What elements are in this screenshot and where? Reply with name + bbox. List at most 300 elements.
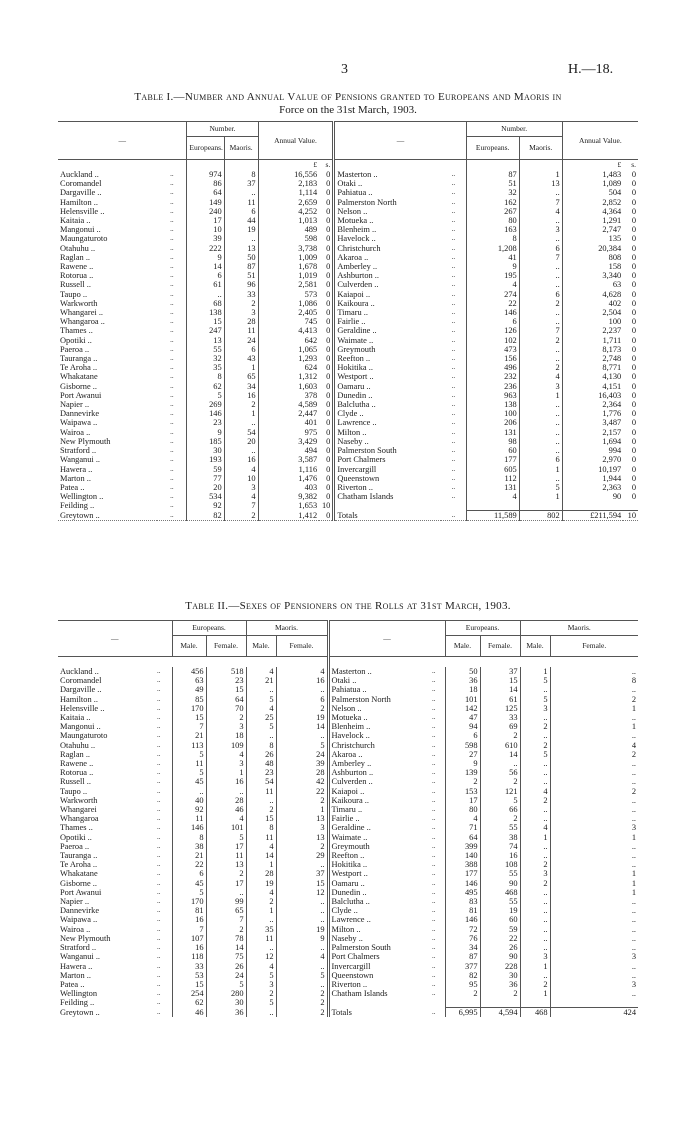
t2-header-male-maori-right: Male.: [520, 636, 550, 657]
value-col-1: 17: [445, 796, 480, 805]
t2-header-male: Male.: [172, 636, 206, 657]
leader-dots: ..: [432, 722, 436, 731]
column-header-europeans: Europeans.: [187, 137, 224, 160]
table-row: [58, 989, 638, 998]
value-col-1: 170: [172, 897, 206, 906]
value-col-4: 0: [631, 492, 636, 502]
value-col-2: 4: [206, 814, 246, 823]
value-col-2: ..: [519, 345, 562, 354]
table-row: [58, 943, 638, 952]
value-col-3: 4,252: [258, 207, 319, 216]
value-col-2: 2: [519, 299, 562, 308]
leader-dots: ..: [451, 225, 456, 234]
leader-dots: ..: [451, 464, 456, 473]
value-col-4: 0: [326, 188, 331, 198]
value-col-2: ..: [224, 446, 258, 455]
value-col-2: 55: [480, 897, 520, 906]
table-row: [58, 823, 638, 832]
leader-dots: ..: [170, 381, 174, 390]
value-col-1: 80: [466, 216, 519, 225]
table-row: [58, 483, 638, 492]
value-col-2: 56: [480, 768, 520, 777]
value-col-3: 28: [246, 869, 276, 878]
value-col-3: 4: [246, 704, 276, 713]
value-col-3: 2: [246, 897, 276, 906]
place-name: Russell ..: [60, 280, 91, 290]
value-col-4: 0: [326, 492, 331, 502]
value-col-4: ..: [550, 989, 638, 998]
value-col-1: 131: [466, 483, 519, 492]
column-header-maoris-right: Maoris.: [519, 137, 562, 160]
value-col-4: 0: [631, 271, 636, 281]
value-col-4: ..: [550, 685, 638, 694]
value-col-1: 9: [187, 253, 224, 262]
leader-dots: ..: [451, 308, 456, 317]
value-col-3: ..: [520, 805, 550, 814]
value-col-2: 28: [224, 317, 258, 326]
value-col-4: 0: [631, 197, 636, 207]
value-col-3: 19: [246, 879, 276, 888]
place-name: Nelson ..: [334, 207, 441, 216]
place-name: Whangaroa ..: [60, 317, 105, 327]
value-col-3: 403: [258, 483, 319, 492]
value-col-1: 45: [172, 777, 206, 786]
value-col-3: 1,013: [258, 216, 319, 225]
value-col-4: 0: [631, 409, 636, 419]
value-col-3: 12: [246, 952, 276, 961]
value-col-1: 21: [172, 731, 206, 740]
leader-dots: ..: [451, 252, 456, 261]
place-name: Stratford ..: [60, 446, 97, 456]
value-col-2: 22: [480, 934, 520, 943]
value-col-3: 2: [520, 980, 550, 989]
column-header-place-right: —: [334, 122, 466, 160]
value-col-3: 54: [246, 777, 276, 786]
place-name: Palmerston South: [334, 446, 441, 455]
value-col-3: 1,312: [258, 372, 319, 381]
value-col-4: 14: [276, 722, 328, 731]
leader-dots: ..: [170, 262, 174, 271]
place-name: Waimate ..: [334, 336, 441, 345]
value-col-2: 1: [224, 363, 258, 372]
value-col-1: 162: [466, 198, 519, 207]
table-row: [58, 234, 638, 243]
value-col-2: 2: [206, 869, 246, 878]
table-row: [58, 409, 638, 418]
value-col-2: 5: [206, 833, 246, 842]
leader-dots: ..: [451, 418, 456, 427]
place-name: Rawene ..: [60, 759, 94, 769]
value-col-2: 51: [224, 271, 258, 280]
place-name: Wellington: [60, 989, 98, 999]
value-col-4: 1: [550, 888, 638, 897]
value-col-1: 39: [187, 234, 224, 243]
place-name: Masterton ..: [334, 170, 441, 179]
leader-dots: ..: [157, 841, 161, 850]
value-col-2: 3: [224, 483, 258, 492]
value-col-4: 0: [326, 234, 331, 244]
value-col-4: 0: [326, 390, 331, 400]
value-col-3: 3: [520, 704, 550, 713]
table-row: [58, 962, 638, 971]
value-col-4: 0: [326, 317, 331, 327]
value-col-3: 624: [258, 363, 319, 372]
value-col-3: 3,487: [562, 418, 623, 427]
value-col-4: 12: [276, 888, 328, 897]
document-reference: H.—18.: [568, 62, 614, 77]
place-name: Waipawa ..: [60, 915, 98, 925]
value-col-2: 2: [519, 363, 562, 372]
place-name: [334, 501, 441, 510]
value-col-3: 2,970: [562, 455, 623, 464]
value-col-4: 2: [276, 1008, 328, 1018]
value-col-2: 6: [519, 290, 562, 299]
place-name: Kaitaia ..: [60, 216, 91, 226]
value-col-2: 14: [206, 943, 246, 952]
value-col-4: ..: [276, 980, 328, 989]
value-col-4: 424: [550, 1008, 638, 1018]
leader-dots: ..: [432, 768, 436, 777]
place-name: Napier ..: [60, 400, 90, 410]
value-col-2: 37: [224, 179, 258, 188]
value-col-4: 0: [326, 418, 331, 428]
value-col-3: 1,603: [258, 382, 319, 391]
value-col-3: 2: [246, 805, 276, 814]
leader-dots: ..: [451, 298, 456, 307]
value-col-4: 42: [276, 777, 328, 786]
leader-dots: ..: [451, 473, 456, 482]
value-col-1: 9: [187, 428, 224, 437]
value-col-4: 28: [276, 768, 328, 777]
value-col-2: 30: [206, 998, 246, 1007]
place-name: Coromandel: [60, 676, 102, 686]
value-col-1: 102: [466, 336, 519, 345]
value-col-1: 80: [445, 805, 480, 814]
place-name: Tauranga ..: [60, 851, 98, 861]
value-col-4: 0: [631, 418, 636, 428]
value-col-2: [480, 998, 520, 1007]
value-col-3: 16,403: [562, 391, 623, 400]
value-col-1: 963: [466, 391, 519, 400]
place-name: Milton ..: [328, 925, 423, 934]
value-col-1: 206: [466, 418, 519, 427]
value-col-1: 15: [172, 980, 206, 989]
place-name: Warkworth: [60, 795, 98, 805]
place-name: Kaiapoi ..: [328, 787, 423, 796]
value-col-2: 19: [480, 906, 520, 915]
value-col-1: 118: [172, 952, 206, 961]
leader-dots: ..: [451, 317, 456, 326]
value-col-2: 4: [206, 750, 246, 759]
value-col-1: 16: [172, 943, 206, 952]
value-col-4: 0: [326, 206, 331, 216]
table-row: [58, 695, 638, 704]
value-col-3: ..: [246, 943, 276, 952]
place-name: Culverden ..: [334, 280, 441, 289]
value-col-1: 32: [466, 188, 519, 197]
leader-dots: ..: [157, 878, 161, 887]
value-col-1: 5: [172, 888, 206, 897]
value-col-2: 228: [480, 962, 520, 971]
leader-dots: ..: [432, 832, 436, 841]
value-col-1: 47: [445, 713, 480, 722]
leader-dots: ..: [451, 206, 456, 215]
value-col-1: 83: [445, 897, 480, 906]
value-col-4: 0: [326, 197, 331, 207]
place-name: Thames ..: [60, 823, 93, 833]
value-col-2: 3: [206, 759, 246, 768]
table-row: [58, 400, 638, 409]
leader-dots: ..: [432, 887, 436, 896]
value-col-2: 50: [224, 253, 258, 262]
place-name: Whangarei: [60, 805, 97, 815]
value-col-2: 109: [206, 741, 246, 750]
value-col-2: 24: [206, 971, 246, 980]
value-col-2: 37: [480, 667, 520, 676]
leader-dots: ..: [432, 740, 436, 749]
value-col-2: 3: [224, 308, 258, 317]
place-name: Patea ..: [60, 979, 85, 989]
value-col-2: 4: [519, 207, 562, 216]
table-row: [58, 170, 638, 179]
place-name: Stratford ..: [60, 943, 97, 953]
value-col-4: ..: [550, 925, 638, 934]
column-header-annual-value-right: Annual Value.: [562, 122, 638, 160]
value-col-2: ..: [480, 759, 520, 768]
place-name: Pahiatua ..: [328, 685, 423, 694]
value-col-2: ..: [224, 188, 258, 197]
leader-dots: ..: [432, 749, 436, 758]
table-row: [58, 897, 638, 906]
leader-dots: ..: [157, 961, 161, 970]
value-col-2: 5: [206, 980, 246, 989]
value-col-4: 0: [631, 179, 636, 189]
table-row: [58, 372, 638, 381]
table-row: [58, 188, 638, 197]
table-row: [58, 814, 638, 823]
value-col-4: 39: [276, 759, 328, 768]
value-col-3: 1: [246, 860, 276, 869]
leader-dots: ..: [170, 455, 174, 464]
place-name: Fairlie ..: [334, 317, 441, 326]
value-col-4: 0: [326, 363, 331, 373]
value-col-3: 1: [246, 906, 276, 915]
value-col-1: 82: [187, 511, 224, 521]
place-name: Reefton ..: [328, 851, 423, 860]
value-col-1: 153: [445, 787, 480, 796]
value-col-3: 26: [246, 750, 276, 759]
value-col-4: 1: [550, 722, 638, 731]
value-col-2: 23: [206, 676, 246, 685]
value-col-3: 378: [258, 391, 319, 400]
place-name: Invercargill: [328, 962, 423, 971]
place-name: Balclutha ..: [334, 400, 441, 409]
value-col-1: 11: [172, 759, 206, 768]
leader-dots: ..: [432, 667, 436, 675]
place-name: Paeroa ..: [60, 344, 90, 354]
value-col-4: [623, 501, 638, 510]
value-col-1: 16: [172, 915, 206, 924]
value-col-4: 0: [631, 317, 636, 327]
place-name: Kaiapoi ..: [334, 290, 441, 299]
value-col-1: 267: [466, 207, 519, 216]
place-name: Greytown ..: [60, 1007, 100, 1017]
leader-dots: ..: [157, 795, 161, 804]
leader-dots: ..: [157, 667, 161, 675]
value-col-2: 26: [480, 943, 520, 952]
leader-dots: ..: [157, 694, 161, 703]
leader-dots: ..: [170, 308, 174, 317]
value-col-3: ..: [520, 915, 550, 924]
value-col-3: 8,173: [562, 345, 623, 354]
place-name: Dunedin ..: [334, 391, 441, 400]
value-col-3: ..: [520, 943, 550, 952]
value-col-4: 0: [631, 335, 636, 345]
value-col-4: 37: [276, 869, 328, 878]
value-col-2: 33: [224, 290, 258, 299]
value-col-3: 63: [562, 280, 623, 289]
value-col-4: 0: [326, 335, 331, 345]
value-col-4: 2: [550, 787, 638, 796]
value-col-1: 38: [172, 842, 206, 851]
value-col-3: 2,237: [562, 326, 623, 335]
value-col-3: 25: [246, 713, 276, 722]
value-col-3: ..: [520, 759, 550, 768]
place-name: Havelock ..: [328, 731, 423, 740]
leader-dots: ..: [432, 786, 436, 795]
value-col-2: 18: [206, 731, 246, 740]
value-col-1: 8: [172, 833, 206, 842]
leader-dots: ..: [432, 814, 436, 823]
value-col-4: ..: [550, 768, 638, 777]
place-name: Wellington ..: [60, 492, 104, 502]
value-col-1: 377: [445, 962, 480, 971]
place-name: Blenheim ..: [328, 722, 423, 731]
value-col-4: ..: [550, 971, 638, 980]
value-col-1: 8: [466, 234, 519, 243]
leader-dots: ..: [157, 924, 161, 933]
value-col-1: 100: [466, 409, 519, 418]
leader-dots: ..: [170, 252, 174, 261]
value-col-2: 6: [224, 207, 258, 216]
value-col-2: 14: [480, 685, 520, 694]
leader-dots: ..: [170, 354, 174, 363]
value-col-1: 76: [445, 934, 480, 943]
value-col-3: 2: [520, 741, 550, 750]
value-col-1: 240: [187, 207, 224, 216]
leader-dots: ..: [157, 749, 161, 758]
value-col-4: 0: [326, 455, 331, 465]
place-name: Pahiatua ..: [334, 188, 441, 197]
value-col-2: ..: [224, 234, 258, 243]
place-name: Gisborne ..: [60, 878, 97, 888]
value-col-2: 11: [224, 198, 258, 207]
place-name: Patea ..: [60, 482, 85, 492]
value-col-3: 808: [562, 253, 623, 262]
value-col-3: 3: [246, 980, 276, 989]
leader-dots: ..: [432, 924, 436, 933]
value-col-1: 36: [445, 676, 480, 685]
place-name: Akaroa ..: [328, 750, 423, 759]
leader-dots: ..: [432, 694, 436, 703]
leader-dots: ..: [157, 933, 161, 942]
value-col-3: 5: [246, 998, 276, 1007]
value-col-1: 62: [187, 382, 224, 391]
table-row: [58, 280, 638, 289]
value-col-4: 0: [326, 243, 331, 253]
value-col-2: 101: [206, 823, 246, 832]
value-col-1: 45: [172, 879, 206, 888]
value-col-4: 0: [631, 298, 636, 308]
value-col-4: 0: [631, 464, 636, 474]
leader-dots: ..: [170, 501, 174, 510]
value-col-4: ..: [550, 842, 638, 851]
leader-dots: ..: [170, 473, 174, 482]
value-col-1: ..: [187, 290, 224, 299]
value-col-1: 21: [172, 851, 206, 860]
value-col-3: 4,364: [562, 207, 623, 216]
value-col-1: 64: [445, 833, 480, 842]
value-col-2: 87: [224, 262, 258, 271]
place-name: Blenheim ..: [334, 225, 441, 234]
value-col-3: 1,711: [562, 336, 623, 345]
place-name: Invercargill: [334, 465, 441, 474]
place-name: Wairoa ..: [60, 427, 91, 437]
leader-dots: ..: [157, 860, 161, 869]
value-col-1: 7: [172, 925, 206, 934]
value-col-3: ..: [520, 906, 550, 915]
place-name: Queenstown: [334, 474, 441, 483]
place-name: Dannevirke: [60, 409, 100, 419]
value-col-1: 50: [445, 667, 480, 676]
value-col-3: 1: [520, 962, 550, 971]
value-col-1: 247: [187, 326, 224, 335]
leader-dots: ..: [451, 280, 456, 289]
leader-dots: ..: [170, 510, 174, 519]
place-name: Riverton ..: [334, 483, 441, 492]
table-row: [58, 787, 638, 796]
value-col-1: 107: [172, 934, 206, 943]
leader-dots: ..: [170, 289, 174, 298]
leader-dots: ..: [432, 841, 436, 850]
leader-dots: ..: [170, 225, 174, 234]
value-col-2: 30: [480, 971, 520, 980]
value-col-3: 2,504: [562, 308, 623, 317]
place-name: Otaki ..: [334, 179, 441, 188]
value-col-4: ..: [276, 906, 328, 915]
value-col-2: 96: [224, 280, 258, 289]
place-name: Oamaru ..: [334, 382, 441, 391]
value-col-3: 1,694: [562, 437, 623, 446]
value-col-1: 496: [466, 363, 519, 372]
value-col-4: 2: [276, 989, 328, 998]
leader-dots: ..: [170, 400, 174, 409]
value-col-1: 222: [187, 244, 224, 253]
value-col-2: 5: [480, 796, 520, 805]
value-col-4: 10: [623, 511, 638, 521]
value-col-1: 146: [187, 409, 224, 418]
place-name: Reefton ..: [334, 354, 441, 363]
leader-dots: ..: [157, 851, 161, 860]
value-col-1: 60: [466, 446, 519, 455]
value-col-3: 2: [520, 796, 550, 805]
value-col-1: 10: [187, 225, 224, 234]
leader-dots: ..: [157, 970, 161, 979]
table-row: [58, 308, 638, 317]
value-col-2: 36: [480, 980, 520, 989]
place-name: Marton ..: [60, 970, 91, 980]
value-col-4: ..: [550, 860, 638, 869]
